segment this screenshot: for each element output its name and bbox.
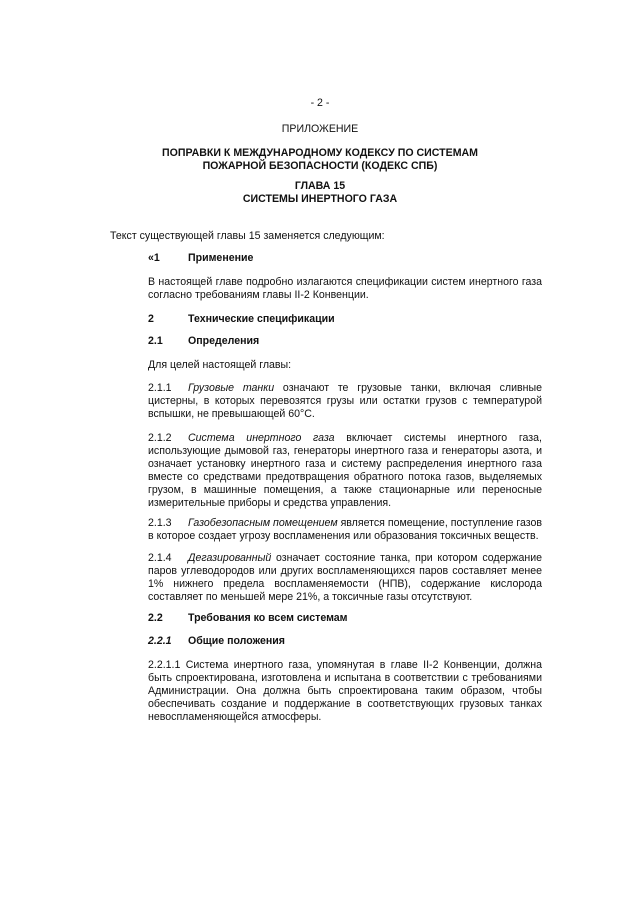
page-number: - 2 -	[310, 97, 330, 109]
section-2-2-title: Требования ко всем системам	[188, 612, 348, 624]
definition-2-1-4-term: Дегазированный	[188, 552, 272, 564]
definition-2-1-1-number: 2.1.1	[148, 382, 172, 394]
chapter-number: ГЛАВА 15	[294, 180, 346, 192]
definition-2-1-2-text: включает системы инертного газа, использующие дымовой газ, генераторы инертного газа и генераторы азота, и означает установку инертного газа и систему распределения инертного газа вместе со средствами предотвращения обратного потока газов, выделяемых грузом, в машинные помещения, а также стационарные или переносные измерительные приборы и средства управления.	[148, 432, 542, 509]
definition-2-1-2-term: Система инертного газа	[188, 432, 335, 444]
definition-2-1-1	[148, 382, 542, 421]
definition-2-1-2	[148, 432, 542, 510]
section-1-paragraph: В настоящей главе подробно излагаются спецификации систем инертного газа согласно требованиям главы II-2 Конвенции.	[148, 276, 542, 301]
definition-2-1-3	[148, 517, 542, 543]
chapter-title: СИСТЕМЫ ИНЕРТНОГО ГАЗА	[242, 193, 398, 205]
definition-2-1-4-text: означает состояние танка, при котором содержание паров углеводородов или других воспламеняющихся паров составляет менее 1% нижнего предела воспламеняемости (НПВ), содержание кислорода составляет по меньшей мере 21%, а токсичные газы отсутствуют.	[148, 552, 542, 603]
section-1-title: Применение	[188, 252, 254, 264]
section-2-2-number: 2.2	[148, 612, 163, 624]
section-2-number: 2	[148, 313, 154, 325]
section-2-2-heading	[148, 612, 348, 625]
annex-label: ПРИЛОЖЕНИЕ	[281, 123, 359, 135]
section-2-heading	[148, 313, 335, 326]
document-title	[0, 147, 640, 173]
title-line-2: ПОЖАРНОЙ БЕЗОПАСНОСТИ (КОДЕКС СПБ)	[202, 160, 438, 172]
definition-2-1-2-number: 2.1.2	[148, 432, 172, 444]
section-1-heading	[148, 252, 253, 265]
definition-2-1-4-number: 2.1.4	[148, 552, 172, 564]
definition-2-1-3-term: Газобезопасным помещением	[188, 517, 338, 529]
section-2-2-1-heading	[148, 635, 285, 648]
definition-2-1-1-text: означают те грузовые танки, включая сливные цистерны, в которых перевозятся грузы или остатки грузов с температурой вспышки, не превышающей 60°С.	[148, 382, 543, 420]
definition-2-1-3-text: является помещение, поступление газов в которое создает угрозу воспламенения или образования токсичных веществ.	[148, 517, 542, 542]
definition-2-1-3-number: 2.1.3	[148, 517, 172, 529]
definition-2-1-1-term: Грузовые танки	[188, 382, 275, 394]
section-2-title: Технические спецификации	[188, 313, 335, 325]
section-2-1-intro: Для целей настоящей главы:	[148, 359, 292, 371]
section-2-1-number: 2.1	[148, 335, 163, 347]
paragraph-2-2-1-1-number: 2.2.1.1	[148, 659, 181, 671]
title-line-1: ПОПРАВКИ К МЕЖДУНАРОДНОМУ КОДЕКСУ ПО СИСТЕМАМ	[161, 147, 479, 159]
chapter-heading	[0, 180, 640, 206]
section-2-2-1-title: Общие положения	[188, 635, 285, 647]
section-1-number: «1	[148, 252, 160, 264]
section-2-1-title: Определения	[188, 335, 260, 347]
section-2-2-1-number: 2.2.1	[148, 635, 172, 647]
paragraph-2-2-1-1-text: Система инертного газа, упомянутая в главе II-2 Конвенции, должна быть спроектирована, изготовлена и испытана в соответствии с требованиями Администрации. Она должна быть спроектирована таким образом, чтобы обеспечивать создание и поддержание в соответствующих грузовых танках невоспламеняющейся атмосферы.	[148, 659, 542, 723]
definition-2-1-4	[148, 552, 542, 604]
section-2-1-heading	[148, 335, 259, 348]
intro-text: Текст существующей главы 15 заменяется следующим:	[110, 230, 385, 242]
paragraph-2-2-1-1	[148, 659, 542, 724]
